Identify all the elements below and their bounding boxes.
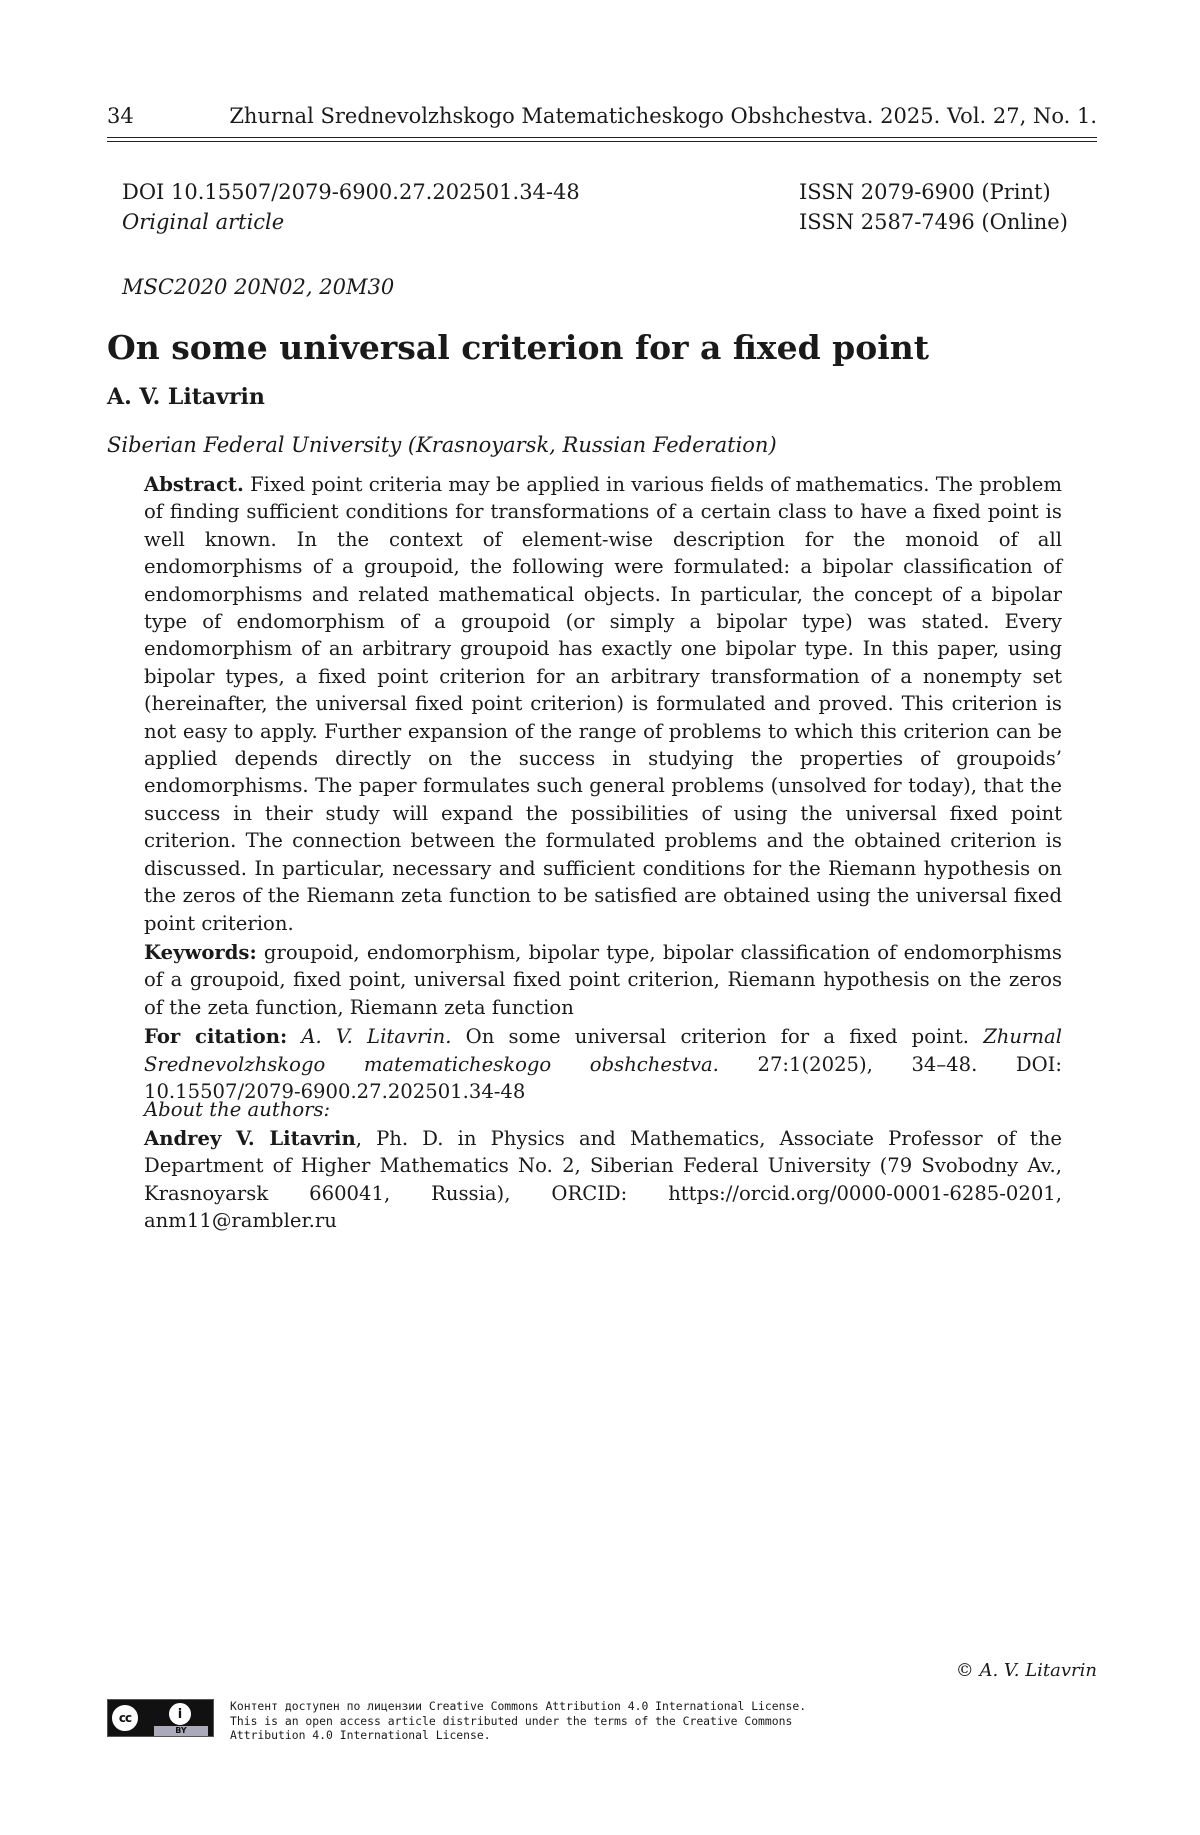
attribution-person-icon: i — [167, 1701, 193, 1727]
keywords-label: Keywords: — [144, 940, 257, 964]
cc-icon: cc — [110, 1703, 140, 1733]
page-number: 34 — [107, 104, 134, 128]
doi-block — [122, 177, 580, 237]
issn-block — [799, 177, 1068, 237]
author-name: A. V. Litavrin — [107, 384, 265, 410]
abstract-label: Abstract. — [144, 473, 244, 496]
license-line-ru: Контент доступен по лицензии Creative Commons Attribution 4.0 International License. — [230, 1699, 807, 1713]
copyright-notice: © A. V. Litavrin — [955, 1660, 1097, 1681]
cc-by-badge[interactable] — [107, 1699, 214, 1737]
citation-details: 27:1(2025), 34–48. DOI: 10.15507/2079-6900.27.202501.34-48 — [144, 1052, 1063, 1103]
issn-print: ISSN 2079-6900 (Print) — [799, 180, 1051, 204]
abstract-text: Fixed point criteria may be applied in various fields of mathematics. The problem of finding sufficient conditions for transformations of a certain class to have a fixed point is well known. In the context of element-wise description for the monoid of all endomorphisms of a groupoid, the following were formulated: a bipolar classification of endomorphisms and related mathematical objects. In particular, the concept of a bipolar type of endomorphism of a groupoid (or simply a bipolar type) was stated. Every endomorphism of an arbitrary groupoid has exactly one bipolar type. In this paper, using bipolar types, a fixed point criterion for an arbitrary transformation of a nonempty set (hereinafter, the universal fixed point criterion) is formulated and proved. This criterion is not easy to apply. Further expansion of the range of problems to which this criterion can be applied depends directly on the success in studying the properties of groupoids’ endomorphisms. The paper formulates such general problems (unsolved for today), that the success in their study will expand the possibilities of using the universal fixed point criterion. The connection between the formulated problems and the obtained criterion is discussed. In particular, necessary and sufficient conditions for the Riemann hypothesis on the zeros of the Riemann zeta function to be satisfied are obtained using the universal fixed point criterion. — [144, 473, 1062, 935]
abstract-section — [144, 471, 1062, 1105]
issn-online: ISSN 2587-7496 (Online) — [799, 210, 1068, 234]
running-head — [107, 104, 1097, 128]
citation-paragraph — [144, 1023, 1062, 1105]
by-label: BY — [154, 1726, 208, 1736]
article-title: On some universal criterion for a fixed point — [107, 328, 929, 367]
keywords-text: groupoid, endomorphism, bipolar type, bipolar classification of endomorphisms of a groupoid, fixed point, universal fixed point criterion, Riemann hypothesis on the zeros of the zeta function, Riemann zeta function — [144, 940, 1062, 1019]
citation-label: For citation: — [144, 1025, 288, 1049]
msc-classification: MSC2020 20N02, 20M30 — [122, 275, 395, 299]
about-authors-text — [144, 1125, 1062, 1235]
citation-author: A. V. Litavrin. — [301, 1025, 452, 1049]
keywords-paragraph — [144, 939, 1062, 1021]
citation-journal: Zhurnal Srednevolzhskogo matematicheskogo obshchestva. — [144, 1025, 1062, 1076]
about-author-name: Andrey V. Litavrin — [144, 1127, 356, 1150]
citation-title: On some universal criterion for a fixed point. — [465, 1025, 969, 1049]
header-rule-bottom — [107, 141, 1097, 142]
affiliation: Siberian Federal University (Krasnoyarsk, Russian Federation) — [107, 433, 777, 457]
journal-name: Zhurnal Srednevolzhskogo Matematicheskogo Obshchestva. 2025. Vol. 27, No. 1. — [229, 104, 1097, 128]
license-text — [230, 1699, 930, 1743]
license-line-en-2: Attribution 4.0 International License. — [230, 1728, 491, 1742]
abstract-paragraph — [144, 471, 1062, 937]
doi: DOI 10.15507/2079-6900.27.202501.34-48 — [122, 180, 580, 204]
article-type: Original article — [122, 210, 285, 234]
license-line-en-1: This is an open access article distributed under the terms of the Creative Commons — [230, 1713, 793, 1728]
header-rule-top — [107, 137, 1097, 138]
about-author-details: , Ph. D. in Physics and Mathematics, Associate Professor of the Department of Higher Mathematics No. 2, Siberian Federal University (79 Svobodny Av., Krasnoyarsk 660041, Russia), ORCID: https://orcid.org/0000-0001-6285-0201, anm11@rambler.ru — [144, 1127, 1062, 1233]
about-authors-label: About the authors: — [144, 1098, 331, 1121]
